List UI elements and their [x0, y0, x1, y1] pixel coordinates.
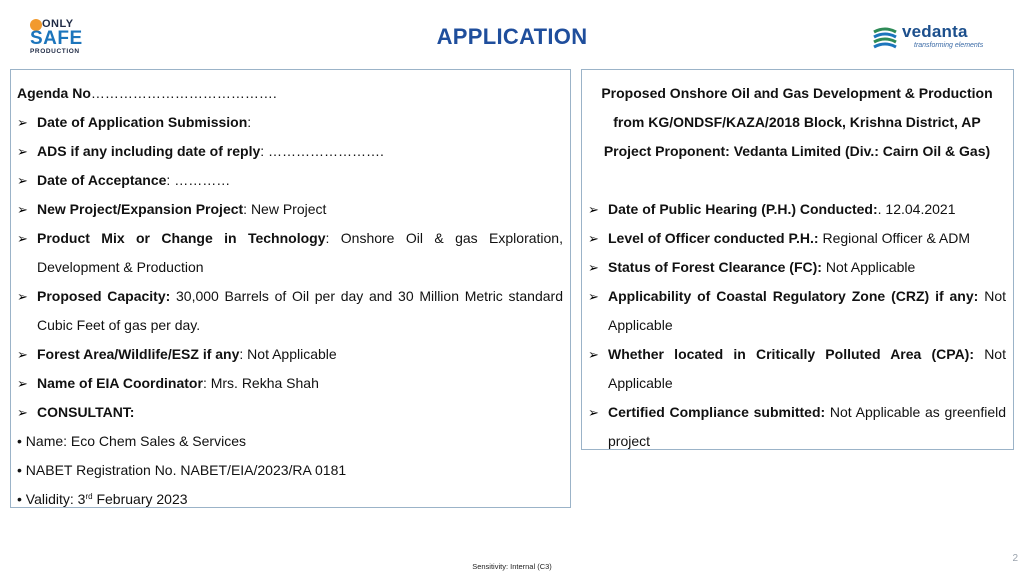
project-heading-line-2: from KG/ONDSF/KAZA/2018 Block, Krishna District, AP [613, 114, 981, 130]
list-item-public-hearing [588, 195, 1006, 224]
item-value: . 12.04.2021 [877, 201, 956, 217]
consultant-nabet: • NABET Registration No. NABET/EIA/2023/RA 0181 [17, 462, 347, 478]
consultant-validity [17, 485, 563, 514]
item-value: : ………… [166, 172, 231, 188]
list-item-ads [17, 137, 563, 166]
arrow-bullet-icon: ➢ [17, 347, 28, 362]
item-label: Name of EIA Coordinator [37, 375, 203, 391]
page-title: APPLICATION [436, 24, 588, 49]
project-heading-line-1: Proposed Onshore Oil and Gas Development & Production [601, 85, 993, 101]
item-label: Applicability of Coastal Regulatory Zone (CRZ) if any: [608, 288, 979, 304]
arrow-bullet-icon: ➢ [588, 202, 599, 217]
item-label: Date of Acceptance [37, 172, 167, 188]
item-value: Not Applicable as greenfield project [608, 404, 1007, 449]
item-label: Certified Compliance submitted: [608, 404, 826, 420]
item-label: Status of Forest Clearance (FC): [608, 259, 822, 275]
list-item-certified-compliance [588, 398, 1006, 456]
list-item-acceptance-date [17, 166, 563, 195]
validity-prefix: • Validity: 3 [17, 491, 86, 507]
logo-text-safe: SAFE [30, 28, 83, 49]
list-item-forest-area [17, 340, 563, 369]
list-item-application-date [17, 108, 563, 137]
spacer [588, 166, 1006, 195]
item-label: CONSULTANT: [37, 404, 135, 420]
list-item-forest-clearance [588, 253, 1006, 282]
item-label: Forest Area/Wildlife/ESZ if any [37, 346, 240, 362]
page-number: 2 [1012, 553, 1018, 564]
arrow-bullet-icon: ➢ [588, 231, 599, 246]
arrow-bullet-icon: ➢ [17, 289, 28, 304]
validity-superscript: rd [85, 492, 93, 501]
item-label: ADS if any including date of reply [37, 143, 261, 159]
vedanta-logo [872, 22, 1004, 52]
list-item-proposed-capacity [17, 282, 563, 340]
consultant-name: • Name: Eco Chem Sales & Services [17, 433, 246, 449]
item-label: New Project/Expansion Project [37, 201, 244, 217]
agenda-line [17, 79, 563, 108]
list-item-cpa [588, 340, 1006, 398]
item-label: Date of Application Submission [37, 114, 248, 130]
arrow-bullet-icon: ➢ [17, 376, 28, 391]
arrow-bullet-icon: ➢ [588, 289, 599, 304]
arrow-bullet-icon: ➢ [17, 405, 28, 420]
arrow-bullet-icon: ➢ [17, 231, 28, 246]
list-item-crz [588, 282, 1006, 340]
application-details-panel [10, 69, 571, 508]
vedanta-tagline: transforming elements [914, 42, 984, 49]
arrow-bullet-icon: ➢ [588, 260, 599, 275]
list-item-consultant [17, 398, 563, 427]
list-item-project-type [17, 195, 563, 224]
arrow-bullet-icon: ➢ [588, 347, 599, 362]
project-proponent-line: Project Proponent: Vedanta Limited (Div.: Cairn Oil & Gas) [603, 143, 991, 159]
arrow-bullet-icon: ➢ [17, 144, 28, 159]
vedanta-wordmark: vedanta [902, 22, 968, 41]
arrow-bullet-icon: ➢ [588, 405, 599, 420]
item-value: Not Applicable [608, 288, 1006, 333]
item-value: : Mrs. Rekha Shah [202, 375, 319, 391]
item-label: Date of Public Hearing (P.H.) Conducted: [608, 201, 878, 217]
arrow-bullet-icon: ➢ [17, 202, 28, 217]
list-item-product-mix [17, 224, 563, 282]
item-value: Regional Officer & ADM [818, 230, 971, 246]
validity-suffix: February 2023 [92, 491, 188, 507]
list-item-eia-coordinator [17, 369, 563, 398]
item-label: Level of Officer conducted P.H.: [608, 230, 819, 246]
arrow-bullet-icon: ➢ [17, 173, 28, 188]
sensitivity-label: Sensitivity: Internal (C3) [472, 562, 552, 571]
arrow-bullet-icon: ➢ [17, 115, 28, 130]
list-item-officer-level [588, 224, 1006, 253]
vedanta-mark-icon [872, 24, 898, 50]
item-label: Product Mix or Change in Technology [37, 230, 326, 246]
item-value: Not Applicable [821, 259, 916, 275]
item-value: : Not Applicable [239, 346, 337, 362]
item-value: : ……………………. [260, 143, 384, 159]
logo-text-only: ONLY [42, 18, 74, 30]
item-label: Proposed Capacity: [37, 288, 171, 304]
logo-text-production: PRODUCTION [30, 48, 80, 55]
agenda-label: Agenda No [17, 85, 91, 101]
item-value: 30,000 Barrels of Oil per day and 30 Million Metric standard Cubic Feet of gas per day. [37, 288, 563, 333]
agenda-value: …………………………………. [90, 85, 277, 101]
item-value: : [247, 114, 252, 130]
project-details-panel [581, 69, 1014, 450]
item-value: : Onshore Oil & gas Exploration, Development & Production [37, 230, 563, 275]
item-value: : New Project [243, 201, 327, 217]
item-value: Not Applicable [608, 346, 1006, 391]
item-label: Whether located in Critically Polluted Area (CPA): [608, 346, 975, 362]
